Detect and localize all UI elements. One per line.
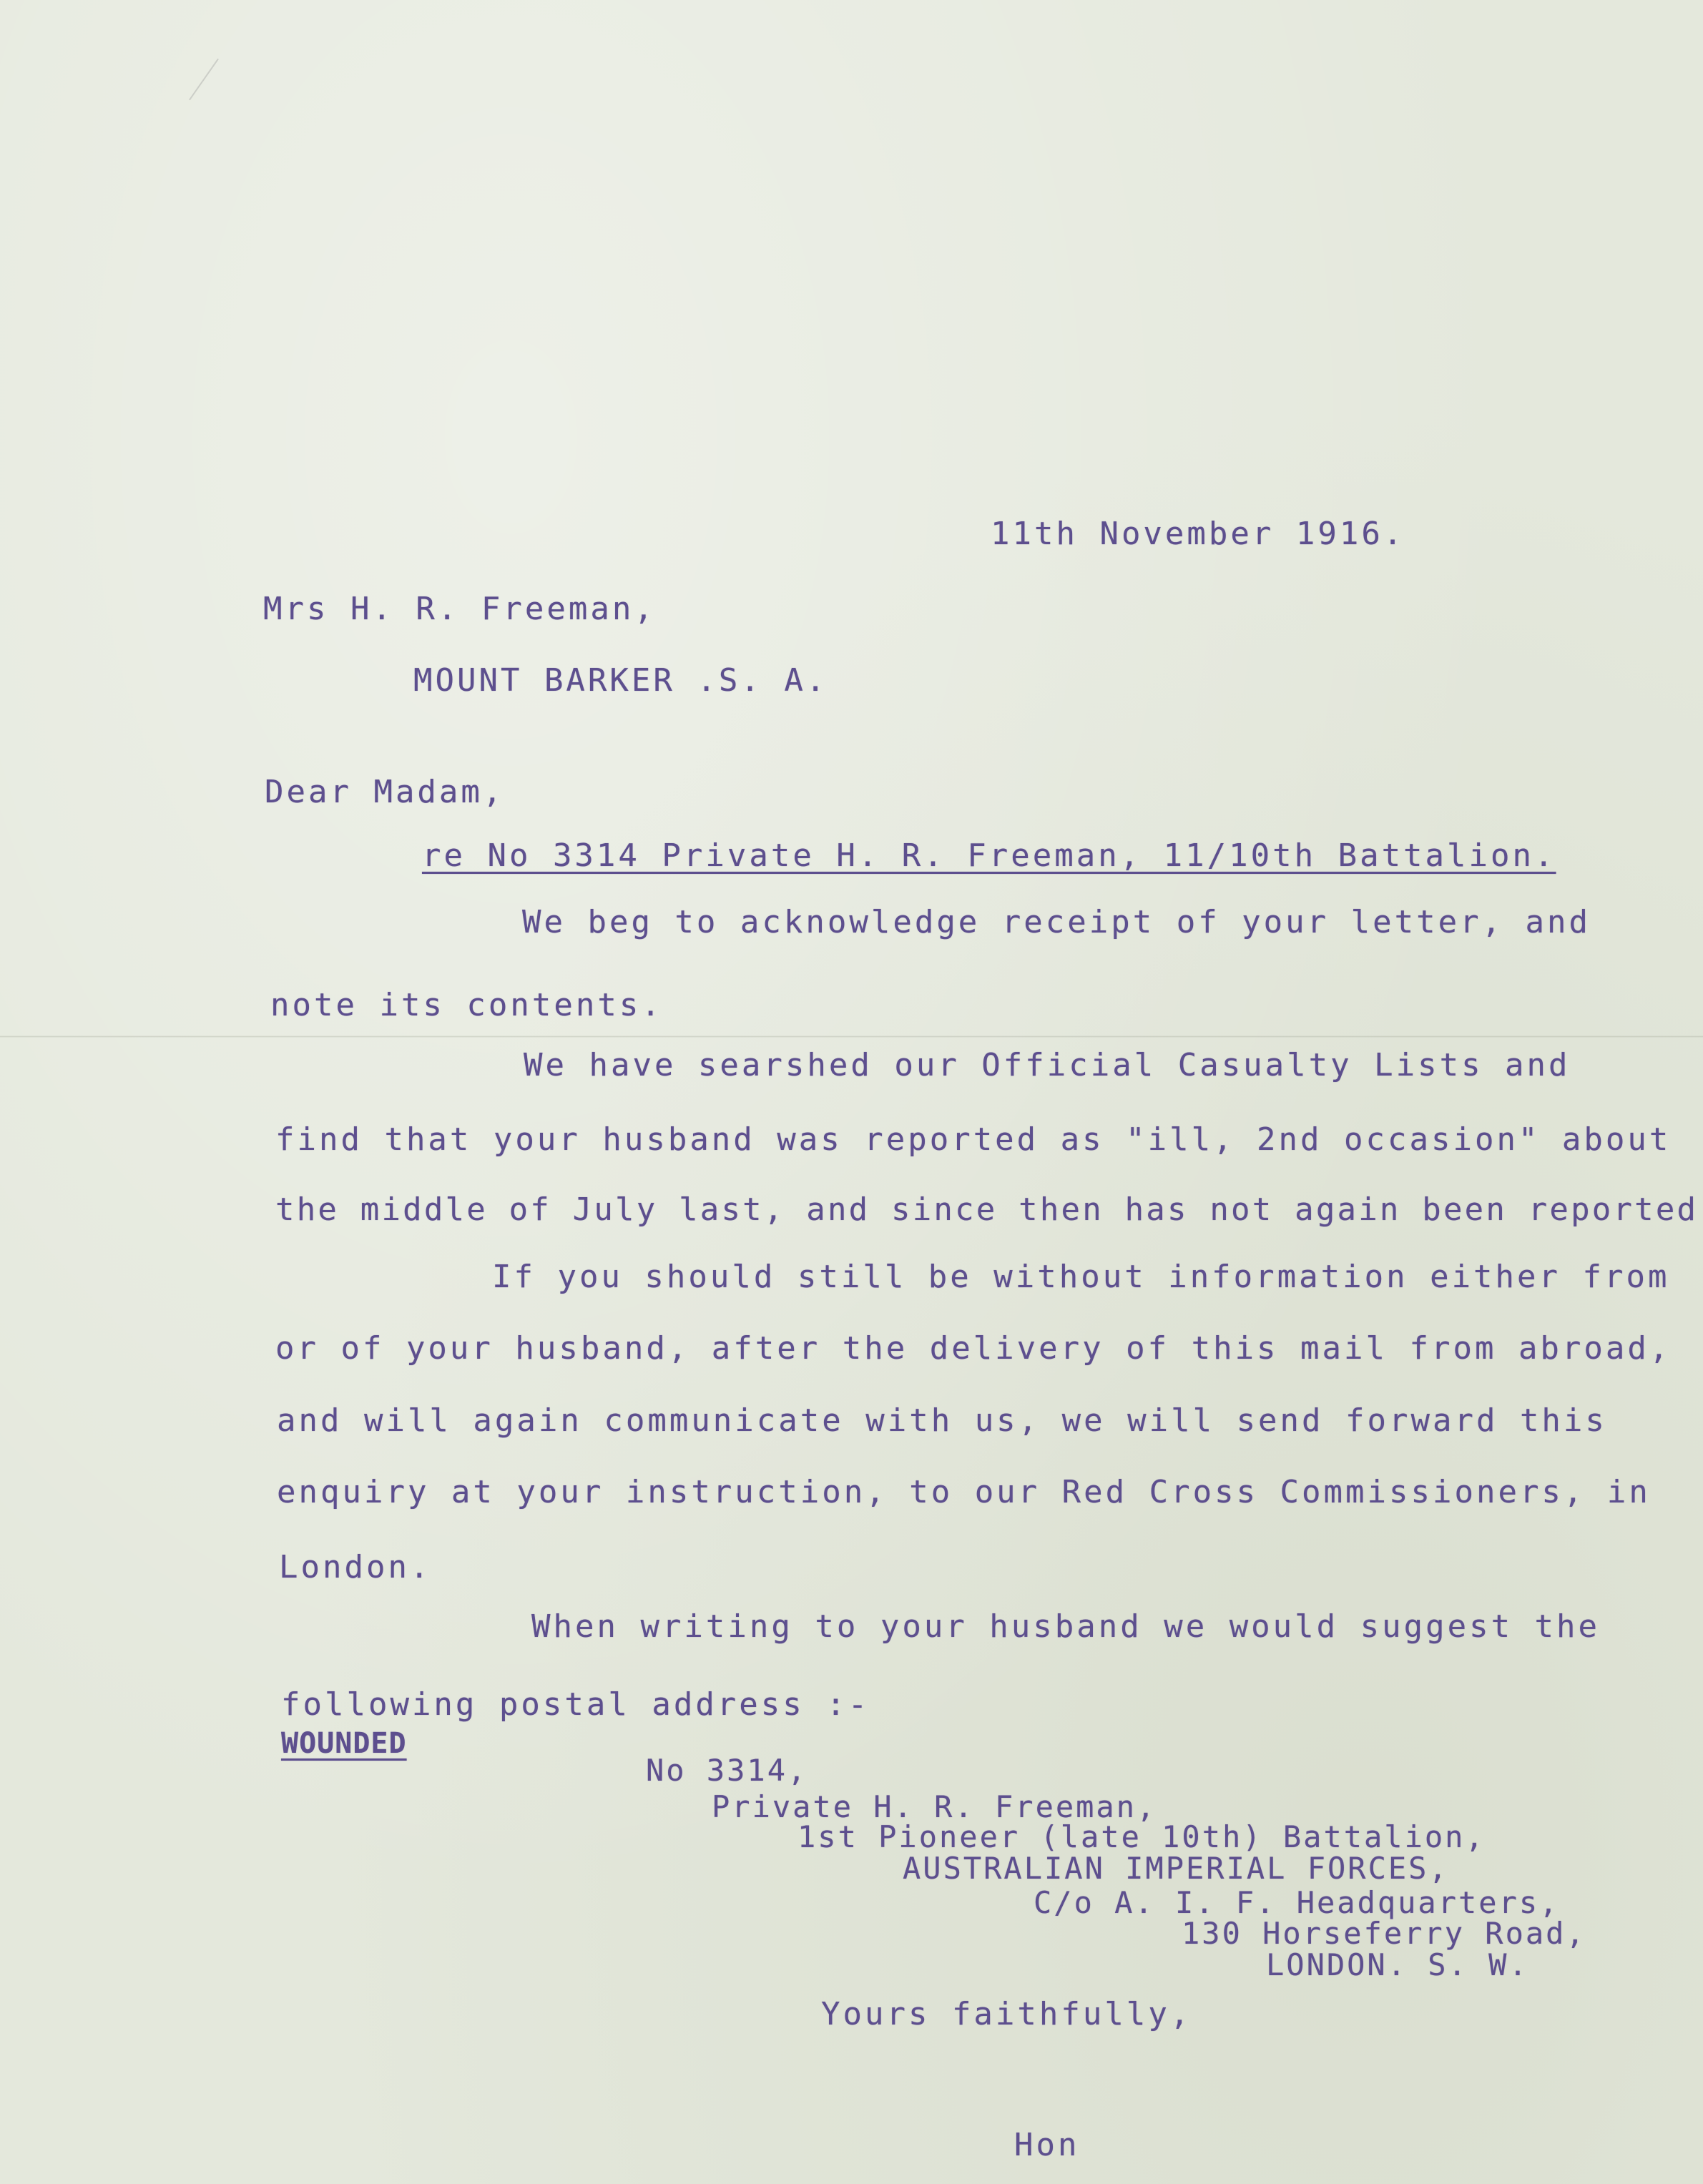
body-line-7: or of your husband, after the delivery of this mail from abroad, bbox=[275, 1330, 1672, 1367]
address-line-4: AUSTRALIAN IMPERIAL FORCES, bbox=[903, 1851, 1449, 1886]
closing: Yours faithfully, bbox=[821, 1996, 1192, 2032]
recipient-name: Mrs H. R. Freeman, bbox=[263, 591, 656, 627]
subject-line: re No 3314 Private H. R. Freeman, 11/10th Battalion. bbox=[422, 837, 1556, 874]
body-line-6: If you should still be without information either from bbox=[492, 1259, 1670, 1295]
recipient-place: MOUNT BARKER .S. A. bbox=[413, 662, 828, 699]
paper-fold-line bbox=[0, 1036, 1703, 1038]
paper-crease-mark bbox=[189, 59, 219, 100]
body-line-11: When writing to your husband we would suggest the bbox=[531, 1608, 1601, 1645]
letter-date: 11th November 1916. bbox=[991, 516, 1405, 552]
address-line-1: No 3314, bbox=[646, 1753, 808, 1788]
body-line-9: enquiry at your instruction, to our Red Cross Commissioners, in bbox=[277, 1474, 1651, 1510]
salutation: Dear Madam, bbox=[265, 774, 505, 810]
address-line-3: 1st Pioneer (late 10th) Battalion, bbox=[797, 1819, 1486, 1854]
body-line-8: and will again communicate with us, we will send forward this bbox=[277, 1402, 1607, 1439]
body-line-10: London. bbox=[279, 1549, 432, 1585]
body-line-5: the middle of July last, and since then has not again been reported bbox=[275, 1191, 1699, 1228]
wounded-annotation: WOUNDED bbox=[281, 1727, 407, 1760]
body-line-1: We beg to acknowledge receipt of your letter, and bbox=[522, 904, 1591, 940]
body-line-4: find that your husband was reported as "ill, 2nd occasion" about bbox=[275, 1121, 1672, 1158]
address-line-7: LONDON. S. W. bbox=[1266, 1947, 1529, 1982]
address-line-6: 130 Horseferry Road, bbox=[1182, 1916, 1586, 1951]
address-line-2: Private H. R. Freeman, bbox=[712, 1789, 1157, 1824]
body-line-12: following postal address :- bbox=[281, 1686, 870, 1723]
signature-title: Hon bbox=[1014, 2127, 1080, 2163]
address-line-5: C/o A. I. F. Headquarters, bbox=[1034, 1885, 1560, 1920]
body-line-2: note its contents. bbox=[270, 987, 663, 1023]
body-line-3: We have searshed our Official Casualty Lists and bbox=[524, 1047, 1571, 1083]
